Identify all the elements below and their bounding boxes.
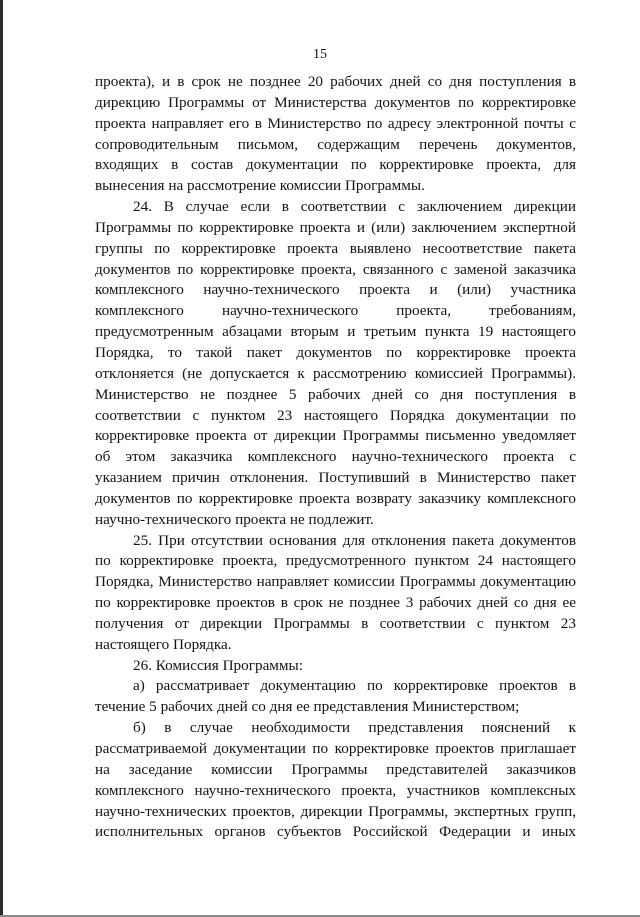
body-text <box>95 72 576 843</box>
paragraph-continuation: проекта), и в срок не позднее 20 рабочих дней со дня поступления в дирекцию Программы от Министерства документов по корректировке проекта направляет его в Министерство по адресу электронной почты с сопроводительным письмом, содержащим перечень документов, входящих в состав документации по корректировке проекта, для вынесения на рассмотрение комиссии Программы. <box>95 73 576 195</box>
paragraph-subitem-a: а) рассматривает документацию по корректировке проектов в течение 5 рабочих дней со дня ее представления Министерством; <box>95 677 576 716</box>
paragraph-item-24: 24. В случае если в соответствии с заключением дирекции Программы по корректировке проекта и (или) заключением экспертной группы по корректировке проекта выявлено несоответствие пакета документов по корректировке проекта, связанного с заменой заказчика комплексного научно-технического проекта и (или) участника комплексного научно-технического проекта, требованиям, предусмотренным абзацами вторым и третьим пункта 19 настоящего Порядка, то такой пакет документов по корректировке проекта отклоняется (не допускается к рассмотрению комиссией Программы). Министерство не позднее 5 рабочих дней со дня поступления в соответствии с пунктом 23 настоящего Порядка документации по корректировке проекта от дирекции Программы письменно уведомляет об этом заказчика комплексного научно-технического проекта с указанием причин отклонения. Поступивший в Министерство пакет документов по корректировке проекта возврату заказчику комплексного научно-технического проекта не подлежит. <box>95 198 576 528</box>
page-number: 15 <box>313 47 327 62</box>
paragraph-subitem-b: б) в случае необходимости представления пояснений к рассматриваемой документации по корректировке проектов приглашает на заседание комиссии Программы представителей заказчиков комплексного научно-технического проекта, участников комплексных научно-технических проектов, дирекции Программы, экспертных групп, исполнительных органов субъектов Российской Федерации и иных <box>95 719 576 841</box>
paragraph-item-25: 25. При отсутствии основания для отклонения пакета документов по корректировке проекта, предусмотренного пунктом 24 настоящего Порядка, Министерство направляет комиссии Программы документацию по корректировке проектов в срок не позднее 3 рабочих дней со дня ее получения от дирекции Программы в соответствии с пунктом 23 настоящего Порядка. <box>95 531 576 653</box>
paragraph-item-26: 26. Комиссия Программы: <box>133 656 303 674</box>
scan-edge-left <box>0 0 3 917</box>
